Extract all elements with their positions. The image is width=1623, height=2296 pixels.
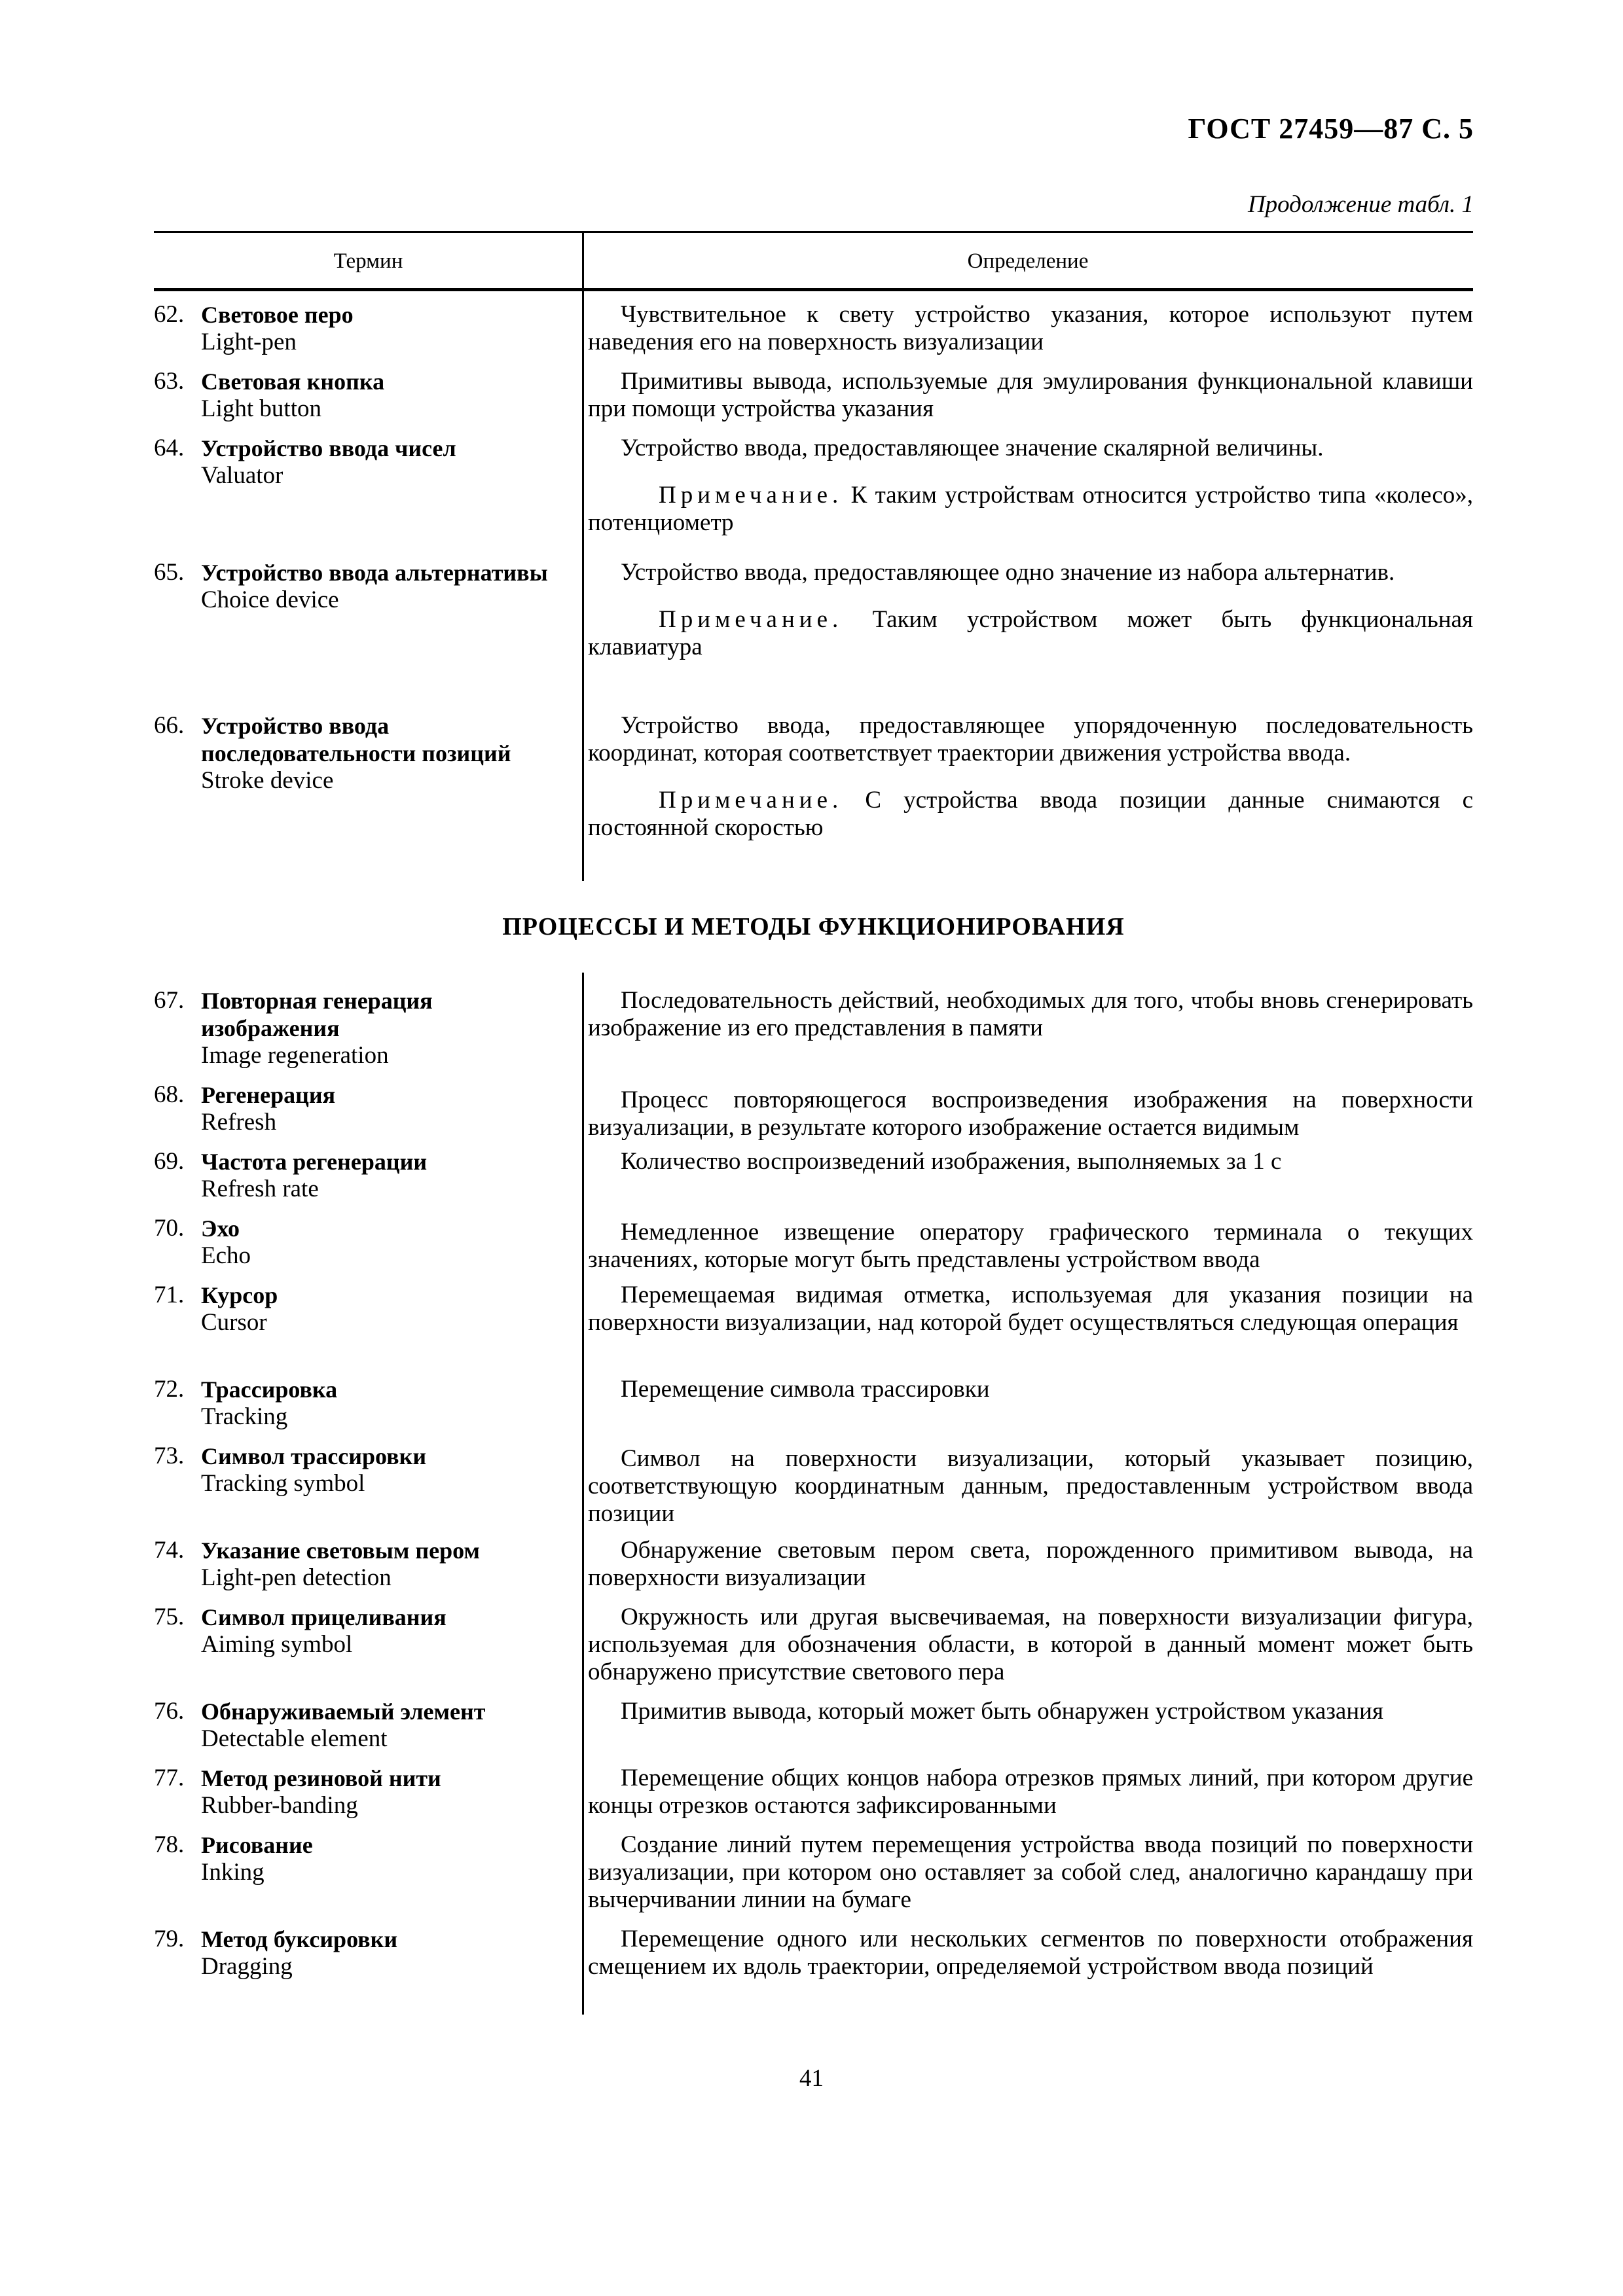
table-header-rule	[154, 288, 1473, 291]
term-russian: Курсор	[201, 1282, 278, 1308]
definition-note	[588, 606, 1473, 661]
term-russian: Трассировка	[201, 1376, 338, 1403]
definition-note	[588, 787, 1473, 842]
term-number: 67.	[154, 987, 185, 1014]
term-english: Refresh rate	[201, 1175, 319, 1202]
term-english: Tracking	[201, 1403, 288, 1430]
note-text: Таким устройством может быть функциональная клавиатура	[588, 606, 1473, 660]
definition-text: Перемещение общих концов набора отрезков прямых линий, при котором другие концы отрезков остаются зафиксированными	[588, 1765, 1473, 1819]
term-number: 65.	[154, 559, 185, 586]
term-number: 69.	[154, 1148, 185, 1175]
definition-text: Примитив вывода, который может быть обнаружен устройством указания	[621, 1698, 1383, 1725]
definition-text: Перемещение символа трассировки	[621, 1376, 990, 1403]
column-divider	[582, 233, 584, 881]
column-header-definition: Определение	[967, 249, 1089, 273]
note-label: Примечание.	[659, 606, 843, 633]
note-text: К таким устройствам относится устройство типа «колесо», потенциометр	[588, 482, 1473, 536]
column-header-term: Термин	[333, 249, 403, 273]
term-english: Inking	[201, 1859, 264, 1886]
note-text: С устройства ввода позиции данные снимаются с постоянной скоростью	[588, 787, 1473, 841]
term-russian: Символ трассировки	[201, 1443, 427, 1469]
term-russian: Частота регенерации	[201, 1149, 428, 1175]
definition-cell	[588, 1831, 1473, 1914]
definition-cell	[588, 1376, 1473, 1403]
definition-cell	[588, 1282, 1473, 1336]
term-number: 63.	[154, 368, 185, 395]
term-russian: Указание световым пером	[201, 1537, 480, 1564]
term-number: 66.	[154, 712, 185, 739]
note-label: Примечание.	[659, 787, 843, 814]
term-english: Light button	[201, 395, 321, 422]
definition-text: Чувствительное к свету устройство указания, которое используют путем наведения его на поверхность визуализации	[588, 301, 1473, 355]
definition-cell	[588, 1604, 1473, 1686]
term-russian: Метод буксировки	[201, 1926, 398, 1952]
term-english: Rubber-banding	[201, 1792, 358, 1819]
definition-cell	[588, 987, 1473, 1042]
term-number: 79.	[154, 1926, 185, 1952]
term-english: Image regeneration	[201, 1042, 389, 1069]
term-russian: Эхо	[201, 1215, 240, 1242]
definition-cell	[588, 712, 1473, 842]
term-russian: Повторная генерация изображения	[201, 988, 433, 1041]
term-russian: Символ прицеливания	[201, 1604, 447, 1630]
term-english: Refresh	[201, 1109, 277, 1136]
term-russian: Световая кнопка	[201, 368, 385, 395]
term-english: Valuator	[201, 462, 283, 489]
term-russian: Устройство ввода чисел	[201, 435, 456, 461]
term-number: 74.	[154, 1537, 185, 1564]
term-number: 72.	[154, 1376, 185, 1403]
definition-note	[588, 482, 1473, 537]
definition-cell	[588, 1765, 1473, 1820]
term-russian: Устройство ввода последовательности позиций	[201, 713, 511, 766]
definition-cell	[588, 301, 1473, 356]
column-divider	[582, 973, 584, 2015]
definition-text: Перемещение одного или нескольких сегментов по поверхности отображения смещением их вдоль траектории, определяемой устройством ввода позиций	[588, 1926, 1473, 1980]
definition-cell	[588, 1148, 1473, 1175]
term-russian: Метод резиновой нити	[201, 1765, 441, 1791]
term-english: Choice device	[201, 586, 339, 613]
table-continuation-label: Продолжение табл. 1	[1247, 191, 1474, 218]
term-number: 78.	[154, 1831, 185, 1858]
term-english: Cursor	[201, 1309, 267, 1336]
term-number: 71.	[154, 1282, 185, 1308]
page-number: 41	[799, 2065, 824, 2092]
term-number: 70.	[154, 1215, 185, 1242]
definition-text: Процесс повторяющегося воспроизведения изображения на поверхности визуализации, в результате которого изображение остается видимым	[588, 1086, 1473, 1141]
term-english: Detectable element	[201, 1725, 388, 1752]
term-number: 75.	[154, 1604, 185, 1630]
definition-text: Обнаружение световым пером света, порожденного примитивом вывода, на поверхности визуализации	[588, 1537, 1473, 1591]
definition-text: Устройство ввода, предоставляющее упорядоченную последовательность координат, которая соответствует траектории движения устройства ввода.	[588, 712, 1473, 766]
definition-text: Перемещаемая видимая отметка, используемая для указания позиции на поверхности визуализации, над которой будет осуществляться следующая операция	[588, 1282, 1473, 1336]
definition-text: Устройство ввода, предоставляющее значение скалярной величины.	[621, 435, 1324, 461]
term-number: 77.	[154, 1765, 185, 1791]
term-english: Dragging	[201, 1953, 293, 1980]
definition-text: Окружность или другая высвечиваемая, на поверхности визуализации фигура, используемая для обозначения области, в которой в данный момент может быть обнаружено присутствие светового пера	[588, 1604, 1473, 1685]
definition-text: Символ на поверхности визуализации, который указывает позицию, соответствующую координатным данным, предоставленным устройством ввода позиции	[588, 1445, 1473, 1527]
definition-cell	[588, 559, 1473, 661]
term-number: 76.	[154, 1698, 185, 1725]
term-english: Stroke device	[201, 767, 334, 794]
term-english: Light-pen	[201, 329, 297, 355]
section-title: ПРОЦЕССЫ И МЕТОДЫ ФУНКЦИОНИРОВАНИЯ	[502, 913, 1125, 941]
term-russian: Регенерация	[201, 1082, 336, 1108]
term-english: Echo	[201, 1242, 251, 1269]
term-number: 64.	[154, 435, 185, 461]
definition-cell	[588, 368, 1473, 423]
term-russian: Обнаруживаемый элемент	[201, 1698, 486, 1725]
term-number: 68.	[154, 1081, 185, 1108]
definition-cell	[588, 1698, 1473, 1725]
term-english: Tracking symbol	[201, 1470, 365, 1497]
term-russian: Рисование	[201, 1832, 313, 1858]
term-number: 62.	[154, 301, 185, 328]
definition-cell	[588, 1537, 1473, 1592]
term-english: Aiming symbol	[201, 1631, 353, 1658]
note-label: Примечание.	[659, 482, 843, 509]
definition-cell	[588, 1086, 1473, 1141]
definition-text: Немедленное извещение оператору графического терминала о текущих значениях, которые могут быть представлены устройством ввода	[588, 1219, 1473, 1273]
term-russian: Устройство ввода альтернативы	[201, 560, 548, 586]
definition-text: Устройство ввода, предоставляющее одно значение из набора альтернатив.	[621, 559, 1395, 586]
term-number: 73.	[154, 1443, 185, 1469]
term-russian: Световое перо	[201, 302, 354, 328]
definition-text: Создание линий путем перемещения устройства ввода позиций по поверхности визуализации, при котором оно оставляет за собой след, аналогично карандашу при вычерчивании линии на бумаге	[588, 1831, 1473, 1913]
definition-text: Последовательность действий, необходимых для того, чтобы вновь сгенерировать изображение из его представления в памяти	[588, 987, 1473, 1041]
term-english: Light-pen detection	[201, 1564, 392, 1591]
standard-id: ГОСТ 27459—87 С. 5	[1188, 113, 1474, 145]
table-header	[154, 233, 1473, 289]
definition-cell	[588, 435, 1473, 537]
definition-cell	[588, 1219, 1473, 1274]
definition-text: Количество воспроизведений изображения, выполняемых за 1 с	[621, 1148, 1282, 1175]
definition-cell	[588, 1445, 1473, 1528]
definition-cell	[588, 1926, 1473, 1981]
definition-text: Примитивы вывода, используемые для эмулирования функциональной клавиши при помощи устройства указания	[588, 368, 1473, 422]
